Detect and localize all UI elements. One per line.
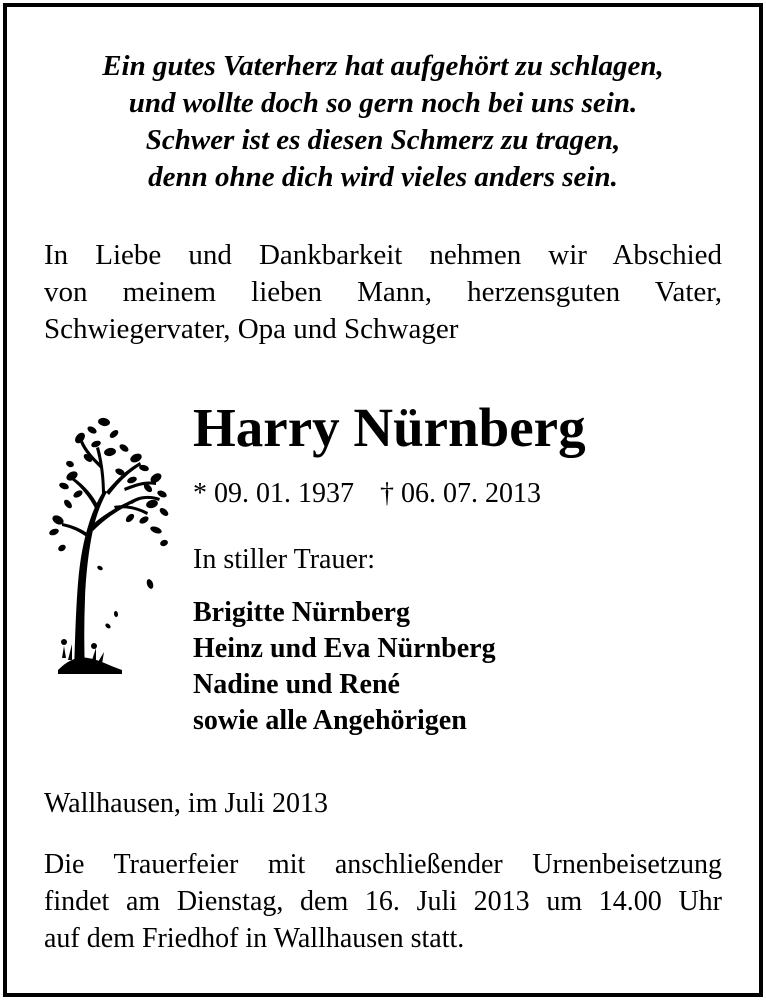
poem [0, 48, 766, 196]
poem-line: denn ohne dich wird vieles anders sein. [148, 161, 618, 193]
mourner-name: sowie alle Angehörigen [193, 705, 467, 736]
life-dates [193, 477, 541, 511]
death-date: † 06. 07. 2013 [380, 478, 541, 509]
poem-line: und wollte doch so gern noch bei uns sein. [128, 87, 638, 119]
intro-line: In Liebe und Dankbarkeit nehmen wir Abschied [44, 239, 722, 271]
intro-text [44, 237, 722, 348]
mourning-label: In stiller Trauer: [193, 544, 375, 575]
funeral-line: findet am Dienstag, dem 16. Juli 2013 um 14.00 Uhr [44, 886, 722, 917]
tree-icon [44, 408, 174, 683]
funeral-line: Die Trauerfeier mit anschließender Urnenbeisetzung [44, 849, 722, 880]
place-date: Wallhausen, im Juli 2013 [44, 788, 328, 819]
funeral-line: auf dem Friedhof in Wallhausen statt. [44, 923, 465, 954]
funeral-notice [44, 846, 722, 957]
poem-line: Schwer ist es diesen Schmerz zu tragen, [145, 124, 621, 156]
deceased-name: Harry Nürnberg [193, 397, 586, 458]
poem-line: Ein gutes Vaterherz hat aufgehört zu schlagen, [102, 50, 664, 82]
intro-line: Schwiegervater, Opa und Schwager [44, 313, 459, 345]
intro-line: von meinem lieben Mann, herzensguten Vater, [44, 276, 722, 308]
birth-date: * 09. 01. 1937 [193, 478, 354, 509]
mourners-list [193, 595, 496, 739]
mourner-name: Heinz und Eva Nürnberg [193, 633, 496, 664]
mourner-name: Nadine und René [193, 669, 400, 700]
mourner-name: Brigitte Nürnberg [193, 597, 410, 628]
